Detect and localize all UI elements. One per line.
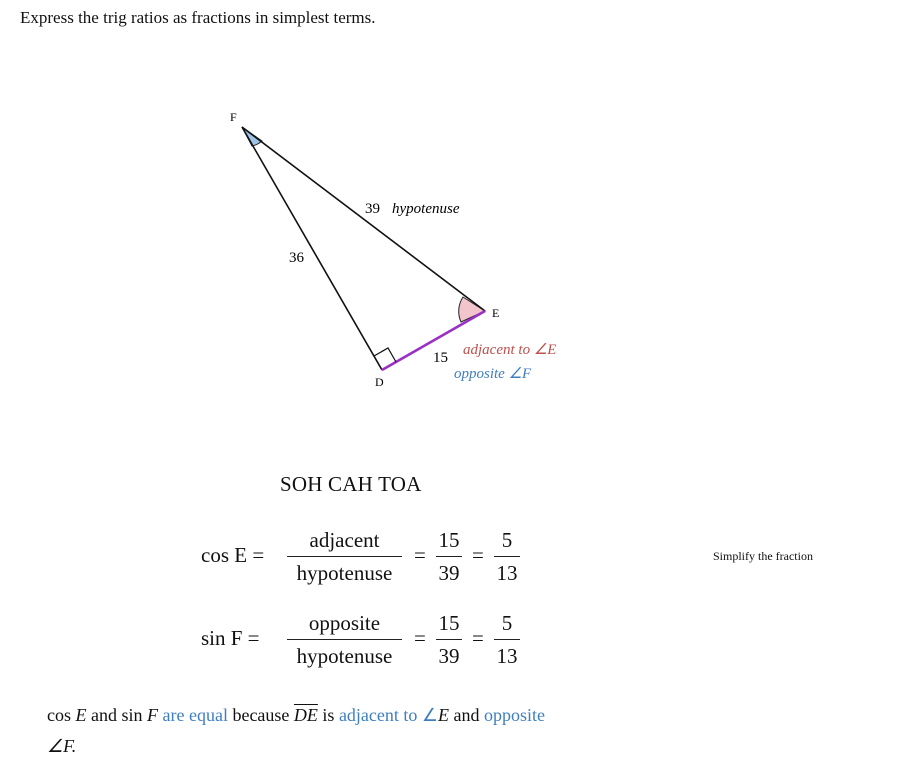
- vertex-e-label: E: [492, 306, 500, 320]
- segment-de: $\overline{DE}$: [293, 705, 318, 725]
- equals-sign: =: [414, 543, 426, 567]
- conclusion-var-e: E: [438, 705, 450, 725]
- conclusion-part: and sin: [86, 705, 147, 725]
- conclusion-part: cos: [47, 705, 76, 725]
- sin-f-fraction-values: [436, 611, 462, 669]
- side-fd-value: 36: [289, 250, 304, 266]
- denominator: hypotenuse: [296, 644, 393, 668]
- simplify-note: Simplify the fraction: [713, 549, 813, 563]
- conclusion-part: is: [317, 705, 339, 725]
- opposite-label: opposite ∠F: [454, 366, 532, 382]
- equals-sign: =: [414, 626, 426, 650]
- side-fe-role: hypotenuse: [392, 201, 460, 217]
- cos-e-fraction-values: [436, 528, 462, 586]
- numerator: 5: [501, 528, 513, 552]
- conclusion-angle-f: ∠F.: [47, 736, 77, 756]
- side-fe-value: 39: [365, 201, 380, 217]
- side-de-value: 15: [433, 350, 448, 366]
- side-fe: [242, 127, 485, 311]
- cos-e-lhs: cos E =: [201, 543, 265, 567]
- numerator: 15: [438, 611, 460, 635]
- vertex-f-label: F: [230, 110, 237, 124]
- denominator: 13: [496, 644, 518, 668]
- numerator: opposite: [308, 611, 381, 635]
- equals-sign: =: [472, 626, 484, 650]
- conclusion-part: because: [227, 705, 294, 725]
- conclusion-adjacent: adjacent to ∠: [338, 705, 439, 725]
- cos-e-fraction-simplified: [494, 528, 520, 586]
- denominator: 39: [438, 644, 460, 668]
- conclusion-var-e: E: [75, 705, 87, 725]
- denominator: hypotenuse: [296, 561, 393, 585]
- adjacent-label: adjacent to ∠E: [463, 342, 557, 358]
- equals-sign: =: [472, 543, 484, 567]
- numerator: 5: [501, 611, 513, 635]
- vertex-d-label: D: [375, 375, 384, 389]
- denominator: 39: [438, 561, 460, 585]
- numerator: 15: [438, 528, 460, 552]
- denominator: 13: [496, 561, 518, 585]
- conclusion-var-f: F: [147, 705, 158, 725]
- conclusion-part: and: [449, 705, 485, 725]
- right-angle-marker: [374, 348, 396, 362]
- cos-e-fraction-words: [287, 528, 402, 586]
- prompt-text: Express the trig ratios as fractions in simplest terms.: [20, 8, 376, 27]
- soh-cah-toa: SOH CAH TOA: [280, 472, 422, 496]
- sin-f-fraction-simplified: [494, 611, 520, 669]
- sin-f-fraction-words: [287, 611, 402, 669]
- conclusion-opposite: opposite: [484, 705, 546, 725]
- conclusion-text: [47, 700, 687, 762]
- sin-f-lhs: sin F =: [201, 626, 260, 650]
- numerator: adjacent: [309, 528, 380, 552]
- conclusion-are-equal: are equal: [162, 705, 228, 725]
- side-fd: [242, 127, 382, 370]
